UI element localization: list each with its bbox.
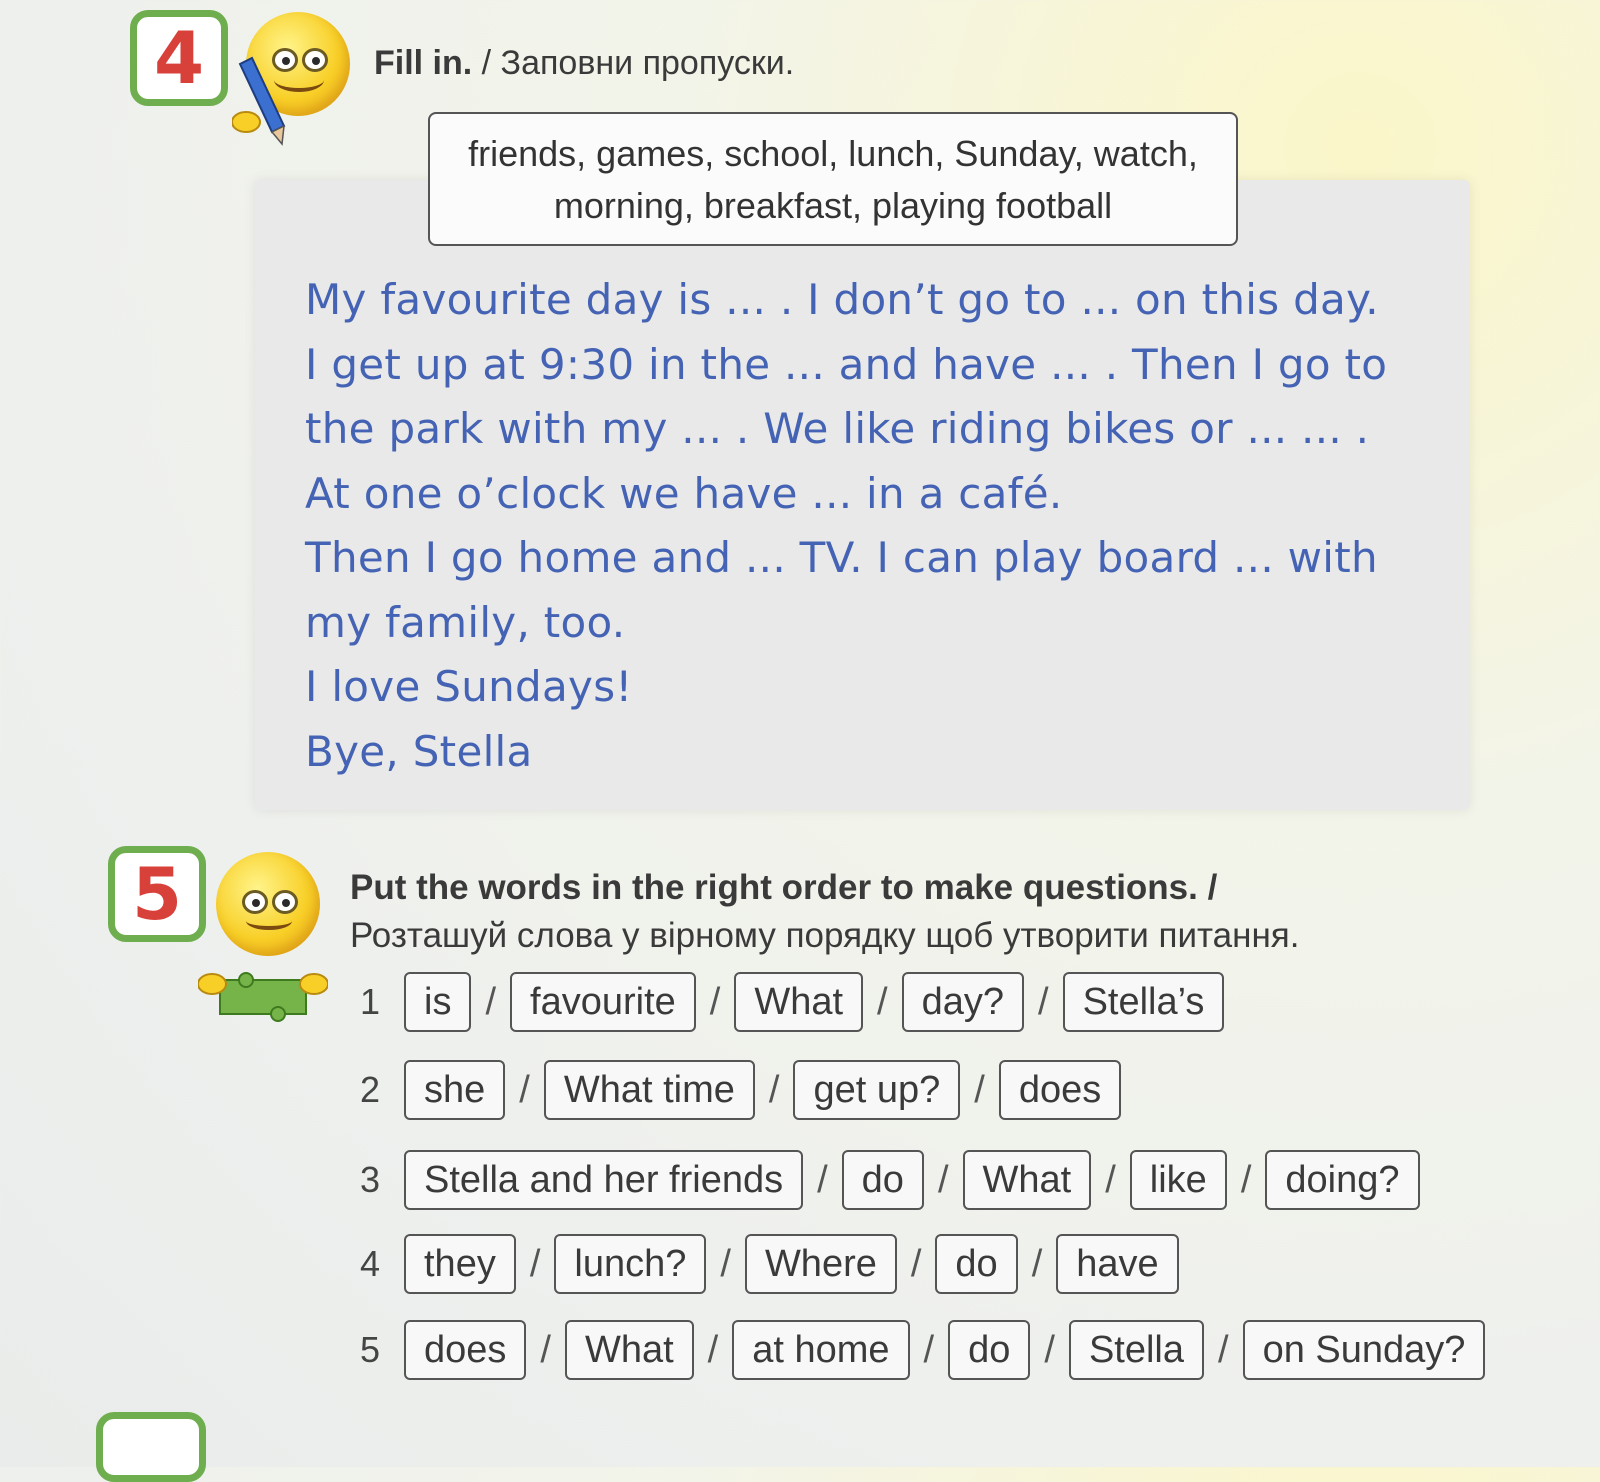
pencil-icon: [232, 56, 292, 146]
letter-line: my family, too.: [305, 597, 626, 647]
word-chip: Stella and her friends: [404, 1150, 803, 1210]
word-chip: do: [948, 1320, 1030, 1380]
exercise-5-number-badge: [108, 846, 206, 942]
word-separator: /: [529, 1242, 541, 1285]
word-chip: like: [1130, 1150, 1227, 1210]
word-separator: /: [707, 1328, 719, 1371]
word-separator: /: [709, 980, 721, 1023]
question-number: 1: [360, 981, 381, 1022]
word-separator: /: [768, 1068, 780, 1111]
exercise-4-instruction: [374, 44, 794, 83]
exercise-4-number: 4: [153, 16, 205, 100]
letter-line: I get up at 9:30 in the ... and have ... . Then I go to: [305, 339, 1388, 389]
word-bank-line-2: morning, breakfast, playing football: [553, 185, 1113, 226]
letter-line: My favourite day is ... . I don’t go to ... on this day.: [305, 275, 1379, 324]
word-separator: /: [485, 980, 497, 1023]
word-chip: day?: [902, 972, 1024, 1032]
word-separator: /: [974, 1068, 985, 1111]
word-separator: /: [1044, 1328, 1055, 1371]
word-chip: she: [404, 1060, 505, 1120]
exercise-6-badge-partial: [96, 1412, 206, 1482]
exercise-5-number: 5: [131, 852, 183, 936]
letter-line: At one o’clock we have ... in a café.: [305, 468, 1063, 518]
exercise-5-instruction: [350, 864, 1299, 960]
word-separator: /: [540, 1328, 551, 1371]
word-chip: does: [404, 1320, 526, 1380]
word-chip: do: [842, 1150, 924, 1210]
question-number: 2: [360, 1069, 381, 1110]
word-chip: doing?: [1265, 1150, 1419, 1210]
word-chip: What: [734, 972, 863, 1032]
word-chip: What: [963, 1150, 1092, 1210]
puzzle-icon: [198, 962, 328, 1026]
question-row: [360, 1318, 1485, 1382]
word-chip: is: [404, 972, 471, 1032]
exercise-5-instruction-translation: Розташуй слова у вірному порядку щоб утворити питання.: [350, 916, 1300, 955]
word-separator: /: [1105, 1158, 1116, 1201]
word-separator: /: [1038, 980, 1049, 1023]
word-chip: they: [404, 1234, 516, 1294]
word-chip: Stella: [1069, 1320, 1204, 1380]
word-separator: /: [923, 1328, 935, 1371]
letter-text: [305, 268, 1425, 784]
letter-line: I love Sundays!: [305, 662, 633, 711]
question-row: [360, 1148, 1420, 1212]
question-number: 4: [360, 1243, 381, 1284]
word-chip: favourite: [510, 972, 696, 1032]
word-separator: /: [937, 1158, 949, 1201]
word-chip: get up?: [793, 1060, 960, 1120]
word-separator: /: [877, 980, 888, 1023]
word-chip: lunch?: [554, 1234, 706, 1294]
word-separator: /: [720, 1242, 731, 1285]
exercise-5-instruction-bold: Put the words in the right order to make questions. /: [350, 868, 1218, 907]
exercise-4-instruction-bold: Fill in.: [374, 44, 473, 82]
word-bank-line-1: friends, games, school, lunch, Sunday, watch,: [468, 133, 1198, 174]
letter-line: the park with my ... . We like riding bikes or ... ... .: [305, 404, 1370, 453]
question-row: [360, 1232, 1179, 1296]
word-chip: on Sunday?: [1243, 1320, 1486, 1380]
word-chip: Stella’s: [1063, 972, 1225, 1032]
letter-line: Then I go home and ... TV. I can play board ... with: [305, 533, 1378, 582]
word-separator: /: [519, 1068, 530, 1111]
word-separator: /: [817, 1158, 828, 1201]
question-row: [360, 970, 1224, 1034]
exercise-4-number-badge: [130, 10, 228, 106]
word-chip: does: [999, 1060, 1121, 1120]
word-chip: Where: [745, 1234, 897, 1294]
word-bank-box: [428, 112, 1238, 246]
question-number: 3: [360, 1159, 381, 1200]
question-row: [360, 1058, 1121, 1122]
word-separator: /: [1240, 1158, 1252, 1201]
exercise-4-instruction-translation: / Заповни пропуски.: [472, 44, 795, 82]
word-separator: /: [910, 1242, 922, 1285]
question-number: 5: [360, 1329, 381, 1370]
word-chip: at home: [732, 1320, 909, 1380]
word-chip: do: [935, 1234, 1017, 1294]
word-chip: What time: [544, 1060, 755, 1120]
letter-line: Bye, Stella: [305, 726, 533, 776]
word-separator: /: [1218, 1328, 1229, 1371]
word-chip: have: [1056, 1234, 1178, 1294]
word-chip: What: [565, 1320, 694, 1380]
word-separator: /: [1031, 1242, 1043, 1285]
smiley-puzzle-icon: [216, 852, 320, 956]
